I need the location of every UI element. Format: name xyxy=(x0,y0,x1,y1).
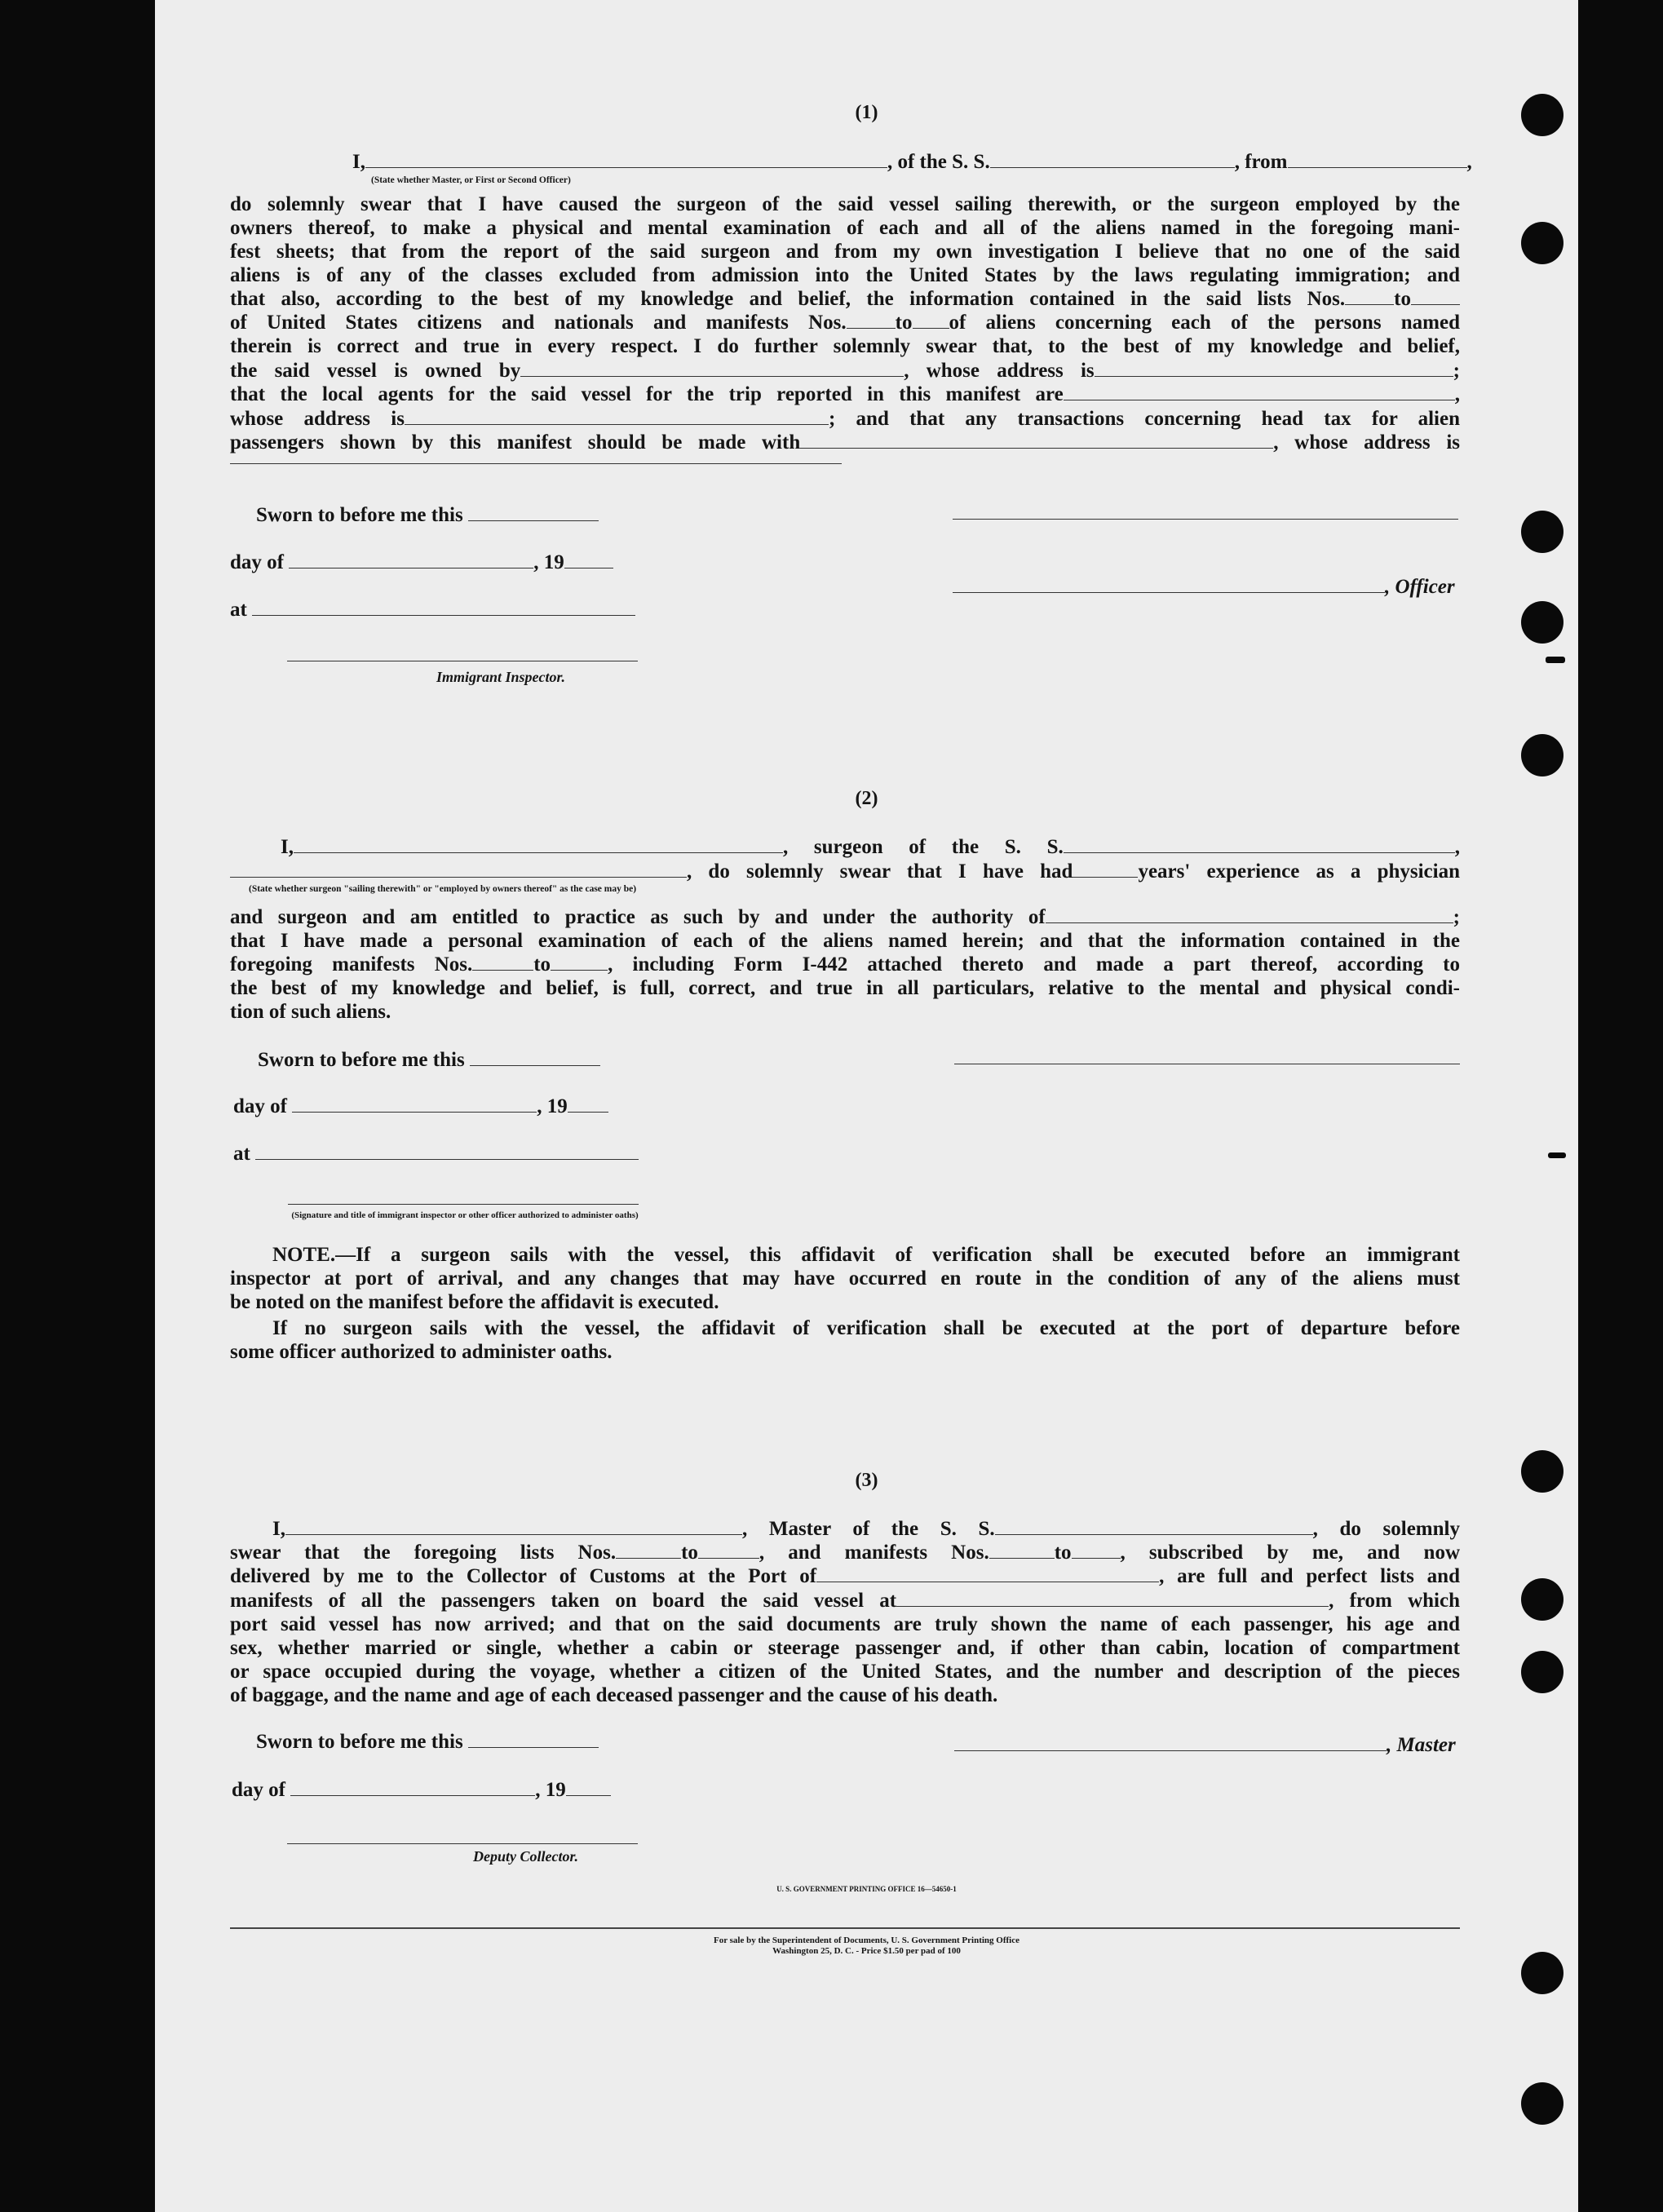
s1-officer: , Officer xyxy=(953,576,1455,599)
s2-note-5: some officer authorized to administer oaths. xyxy=(230,1341,613,1363)
s1-line-9: the said vessel is owned by , whose address is ; xyxy=(230,360,1460,382)
s1-line-10: that the local agents for the said vessel for the trip reported in this manifest are , xyxy=(230,383,1460,405)
s2-sworn: Sworn to before me this xyxy=(258,1049,600,1072)
binder-hole xyxy=(1521,222,1563,264)
s1-line-12: passengers shown by this manifest should be made with , whose address is xyxy=(230,431,1460,453)
section-2-number: (2) xyxy=(855,788,878,809)
s3-collector-line[interactable] xyxy=(287,1842,638,1844)
form-page xyxy=(155,0,1578,2212)
s2-note-1: NOTE.—If a surgeon sails with the vessel, this affidavit of verification shall be executed before an immigrant xyxy=(272,1244,1460,1266)
s2-at: at xyxy=(233,1143,639,1166)
binder-hole xyxy=(1521,2082,1563,2125)
s2-line-1: I, , surgeon of the S. S. , xyxy=(281,836,1460,858)
s1-officer-note: (State whether Master, or First or Second Officer) xyxy=(371,175,571,185)
s2-line-7: tion of such aliens. xyxy=(230,1001,391,1023)
s3-line-1: I, , Master of the S. S. , do solemnly xyxy=(272,1518,1460,1540)
s1-inspector-caption: Immigrant Inspector. xyxy=(436,669,566,685)
binder-hole xyxy=(1521,1578,1563,1621)
s3-master: , Master xyxy=(954,1734,1456,1757)
s1-signature-line[interactable] xyxy=(953,517,1458,520)
s1-at: at xyxy=(230,599,635,622)
s2-note-3: be noted on the manifest before the affidavit is executed. xyxy=(230,1291,719,1313)
s3-line-4: manifests of all the passengers taken on board the said vessel at , from which xyxy=(230,1590,1460,1612)
s1-inspector-line[interactable] xyxy=(287,659,638,661)
s3-line-5: port said vessel has now arrived; and that on the said documents are truly shown the name of each passenger, his age and xyxy=(230,1613,1460,1635)
s2-surgeon-note: (State whether surgeon "sailing therewith" or "employed by owners thereof" as the case may be) xyxy=(249,884,637,894)
s1-address-blank[interactable] xyxy=(230,462,842,464)
s2-line-4: that I have made a personal examination of each of the aliens named herein; and that the information contained in the xyxy=(230,930,1460,952)
s3-day: day of , 19 xyxy=(232,1779,611,1802)
binder-hole xyxy=(1521,1450,1563,1493)
s1-sworn: Sworn to before me this xyxy=(256,504,599,527)
s1-line-3: owners thereof, to make a physical and mental examination of each and all of the aliens named in the foregoing mani- xyxy=(230,217,1460,239)
s1-line-6: that also, according to the best of my knowledge and belief, the information contained in the said lists Nos. to xyxy=(230,287,1460,311)
s2-note-2: inspector at port of arrival, and any changes that may have occurred en route in the condition of any of the aliens must xyxy=(230,1267,1460,1290)
section-1-number: (1) xyxy=(855,102,878,123)
binder-hole xyxy=(1521,734,1563,776)
s1-line-2: do solemnly swear that I have caused the surgeon of the said vessel sailing therewith, or the surgeon employed by the xyxy=(230,193,1460,215)
footer-rule xyxy=(230,1927,1460,1929)
section-3-number: (3) xyxy=(855,1470,878,1491)
s2-line-2: , do solemnly swear that I have had years' experience as a physician xyxy=(230,860,1460,883)
binder-hole xyxy=(1521,1952,1563,1994)
binder-hole xyxy=(1521,1651,1563,1693)
s1-line-5: aliens is of any of the classes excluded from admission into the United States by the laws regulating immigration; and xyxy=(230,264,1460,286)
s2-day: day of , 19 xyxy=(233,1095,608,1118)
binder-hole xyxy=(1521,601,1563,644)
s3-line-8: of baggage, and the name and age of each deceased passenger and the cause of his death. xyxy=(230,1684,998,1706)
binder-holes xyxy=(1521,0,1578,2212)
s2-note-4: If no surgeon sails with the vessel, the affidavit of verification shall be executed at the port of departure before xyxy=(272,1317,1460,1339)
binder-hole xyxy=(1521,94,1563,136)
s1-line-11: whose address is ; and that any transactions concerning head tax for alien xyxy=(230,408,1460,430)
s3-line-7: or space occupied during the voyage, whether a citizen of the United States, and the number and description of the pieces xyxy=(230,1661,1460,1683)
s2-line-6: the best of my knowledge and belief, is full, correct, and true in all particulars, relative to the mental and physical condi- xyxy=(230,977,1460,999)
s1-line-4: fest sheets; that from the report of the said surgeon and from my own investigation I believe that no one of the said xyxy=(230,241,1460,263)
footer-line-2: Washington 25, D. C. - Price $1.50 per pad of 100 xyxy=(772,1946,961,1956)
s2-line-5: foregoing manifests Nos. to , including Form I-442 attached thereto and made a part thereof, according to xyxy=(230,953,1460,975)
s1-line-1: I, , of the S. S. , from , xyxy=(352,151,1472,173)
s2-signature-line[interactable] xyxy=(954,1062,1460,1064)
binder-hole xyxy=(1521,511,1563,553)
s2-inspector-line[interactable] xyxy=(288,1202,639,1205)
printer-mark: U. S. GOVERNMENT PRINTING OFFICE 16—54650-1 xyxy=(776,1885,957,1893)
s2-line-3: and surgeon and am entitled to practice as such by and under the authority of ; xyxy=(230,906,1460,928)
s1-line-7: of United States citizens and nationals and manifests Nos. to of aliens concerning each of the persons named xyxy=(230,312,1461,334)
s3-line-3: delivered by me to the Collector of Customs at the Port of , are full and perfect lists and xyxy=(230,1565,1460,1587)
s2-signature-note: (Signature and title of immigrant inspector or other officer authorized to administer oaths) xyxy=(291,1210,639,1220)
s3-sworn: Sworn to before me this xyxy=(256,1731,599,1754)
s3-line-2: swear that the foregoing lists Nos. to , and manifests Nos. to , subscribed by me, and now xyxy=(230,1542,1460,1564)
s3-line-6: sex, whether married or single, whether a cabin or steerage passenger and, if other than cabin, location of compartment xyxy=(230,1637,1460,1659)
s1-line-8: therein is correct and true in every respect. I do further solemnly swear that, to the best of my knowledge and belief, xyxy=(230,335,1460,357)
s3-collector-caption: Deputy Collector. xyxy=(473,1848,578,1865)
footer-line-1: For sale by the Superintendent of Documents, U. S. Government Printing Office xyxy=(714,1936,1019,1945)
s1-day: day of , 19 xyxy=(230,551,613,574)
